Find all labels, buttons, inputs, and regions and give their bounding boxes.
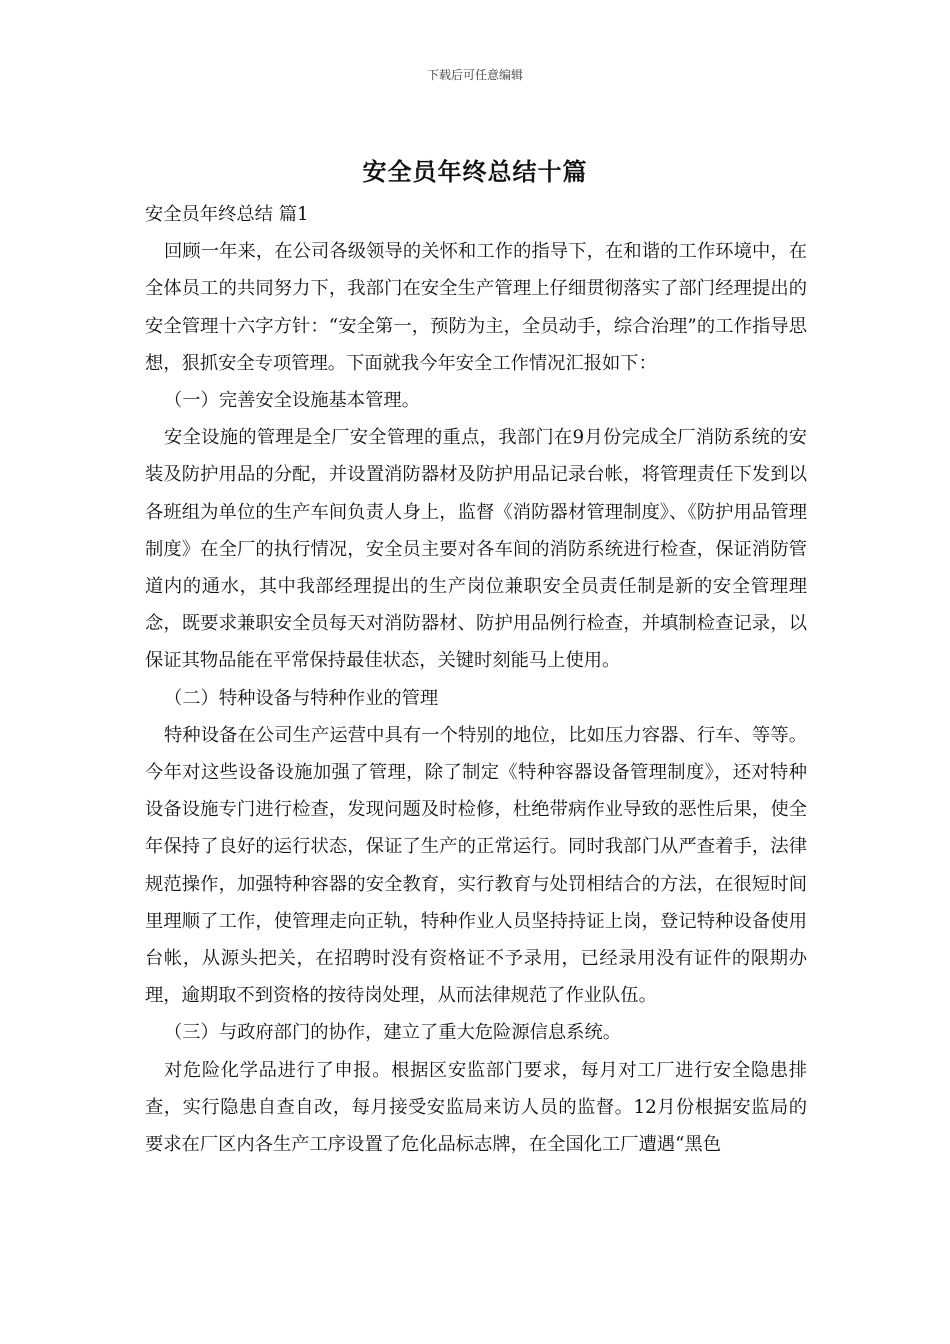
section-3-heading: （三）与政府部门的协作，建立了重大危险源信息系统。 — [164, 1022, 622, 1044]
document-body — [145, 196, 807, 1163]
section-3-body: 对危险化学品进行了申报。根据区安监部门要求，每月对工厂进行安全隐患排查，实行隐患自查自改，每月接受安监局来访人员的监督。12月份根据安监局的要求在厂区内各生产工序设置了危化品标志牌，在全国化工厂遭遇“黑色 — [145, 1059, 807, 1156]
intro-paragraph: 回顾一年来，在公司各级领导的关怀和工作的指导下，在和谐的工作环境中，在全体员工的共同努力下，我部门在安全生产管理上仔细贯彻落实了部门经理提出的安全管理十六字方针：“安全第一，预防为主，全员动手，综合治理”的工作指导思想，狠抓安全专项管理。下面就我今年安全工作情况汇报如下： — [145, 241, 807, 374]
section-1-heading: （一）完善安全设施基本管理。 — [164, 390, 420, 412]
section-2-body: 特种设备在公司生产运营中具有一个特别的地位，比如压力容器、行车、等等。今年对这些设备设施加强了管理，除了制定《特种容器设备管理制度》，还对特种设备设施专门进行检查，发现问题及时检修，杜绝带病作业导致的恶性后果，使全年保持了良好的运行状态，保证了生产的正常运行。同时我部门从严查着手，法律规范操作，加强特种容器的安全教育，实行教育与处罚相结合的方法，在很短时间里理顺了工作，使管理走向正轨，特种作业人员坚持持证上岗，登记特种设备使用台帐，从源头把关，在招聘时没有资格证不予录用，已经录用没有证件的限期办理，逾期取不到资格的按待岗处理，从而法律规范了作业队伍。 — [145, 724, 807, 1007]
section-1-body: 安全设施的管理是全厂安全管理的重点，我部门在9月份完成全厂消防系统的安装及防护用品的分配，并设置消防器材及防护用品记录台帐，将管理责任下发到以各班组为单位的生产车间负责人身上，监督《消防器材管理制度》、《防护用品管理制度》在全厂的执行情况，安全员主要对各车间的消防系统进行检查，保证消防管道内的通水，其中我部经理提出的生产岗位兼职安全员责任制是新的安全管理理念，既要求兼职安全员每天对消防器材、防护用品例行检查，并填制检查记录，以保证其物品能在平常保持最佳状态，关键时刻能马上使用。 — [145, 427, 807, 672]
document-subtitle: 安全员年终总结 篇1 — [145, 204, 309, 225]
section-2-heading: （二）特种设备与特种作业的管理 — [164, 687, 439, 709]
header-note: 下载后可任意编辑 — [426, 68, 523, 82]
document-title: 安全员年终总结十篇 — [362, 157, 588, 186]
